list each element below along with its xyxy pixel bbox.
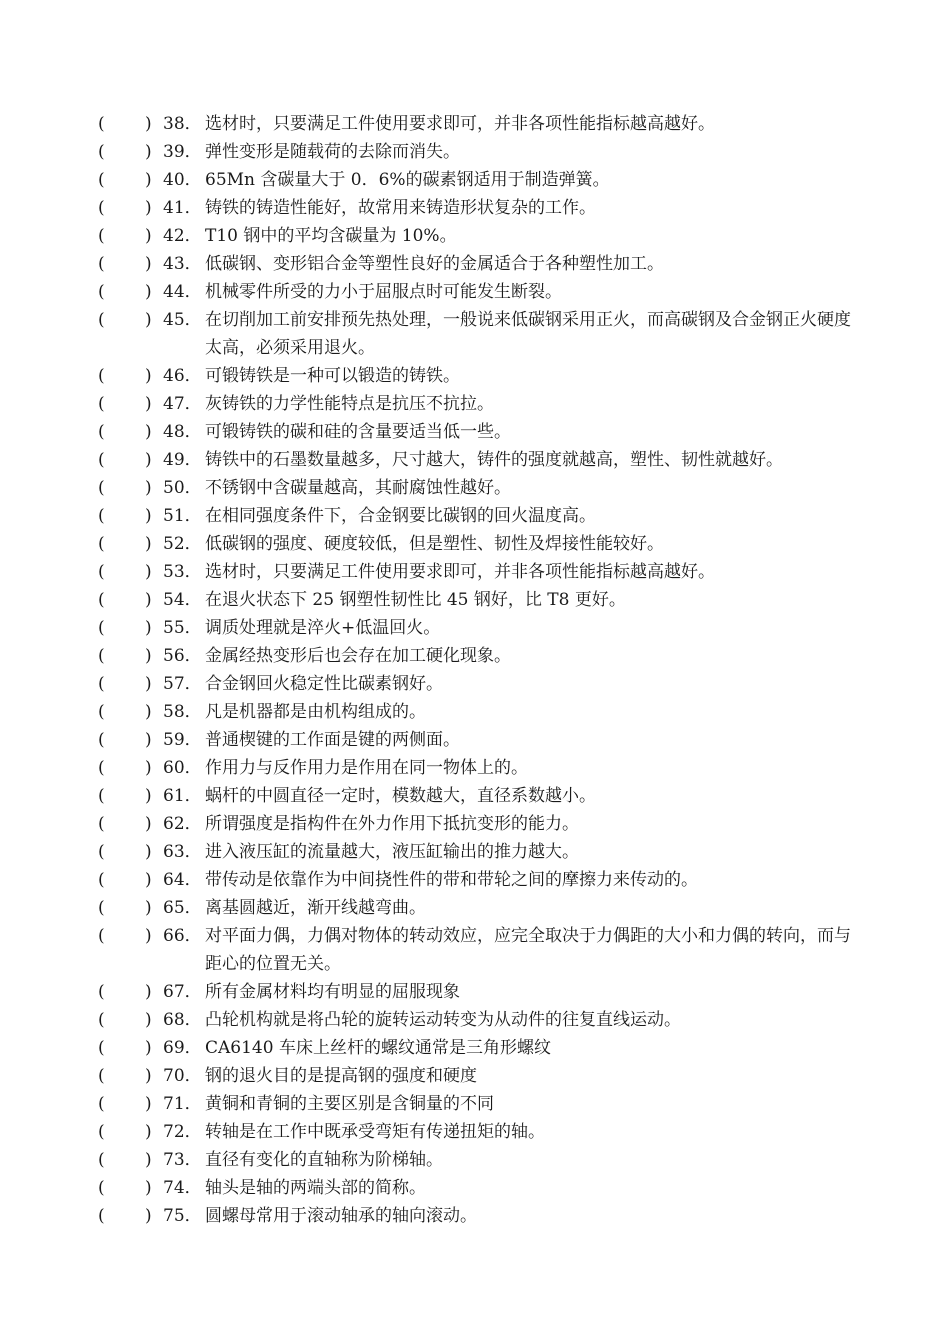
question-item xyxy=(0,614,950,642)
answer-paren-open: ( xyxy=(98,170,105,190)
question-number: 64． xyxy=(163,870,202,890)
answer-paren-close: ) xyxy=(145,1010,152,1030)
question-text: 在退火状态下 25 钢塑性韧性比 45 钢好，比 T8 更好。 xyxy=(205,590,626,610)
answer-paren-open: ( xyxy=(98,534,105,554)
answer-paren-close: ) xyxy=(145,282,152,302)
question-text: 所谓强度是指构件在外力作用下抵抗变形的能力。 xyxy=(205,814,579,834)
answer-paren-open: ( xyxy=(98,842,105,862)
question-item xyxy=(0,306,950,362)
question-item xyxy=(0,642,950,670)
answer-paren-open: ( xyxy=(98,730,105,750)
question-item xyxy=(0,362,950,390)
question-number: 52． xyxy=(163,534,202,554)
question-number: 67． xyxy=(163,982,202,1002)
question-item xyxy=(0,502,950,530)
answer-paren-close: ) xyxy=(145,142,152,162)
question-item xyxy=(0,586,950,614)
question-item xyxy=(0,1090,950,1118)
question-text: 不锈钢中含碳量越高，其耐腐蚀性越好。 xyxy=(205,478,511,498)
answer-paren-open: ( xyxy=(98,254,105,274)
question-number: 71． xyxy=(163,1094,202,1114)
question-item xyxy=(0,838,950,866)
answer-paren-open: ( xyxy=(98,226,105,246)
question-number: 57． xyxy=(163,674,202,694)
answer-paren-close: ) xyxy=(145,898,152,918)
answer-paren-close: ) xyxy=(145,1150,152,1170)
question-item xyxy=(0,922,950,978)
question-text: 灰铸铁的力学性能特点是抗压不抗拉。 xyxy=(205,394,494,414)
question-text: 直径有变化的直轴称为阶梯轴。 xyxy=(205,1150,443,1170)
answer-paren-open: ( xyxy=(98,1122,105,1142)
answer-paren-open: ( xyxy=(98,814,105,834)
question-text: CA6140 车床上丝杆的螺纹通常是三角形螺纹 xyxy=(205,1038,551,1058)
question-number: 48． xyxy=(163,422,202,442)
question-number: 73． xyxy=(163,1150,202,1170)
answer-paren-open: ( xyxy=(98,310,105,330)
answer-paren-close: ) xyxy=(145,366,152,386)
question-text: 钢的退火目的是提高钢的强度和硬度 xyxy=(205,1066,477,1086)
question-item xyxy=(0,1006,950,1034)
answer-paren-close: ) xyxy=(145,674,152,694)
question-text: 合金钢回火稳定性比碳素钢好。 xyxy=(205,674,443,694)
question-number: 55． xyxy=(163,618,202,638)
answer-paren-open: ( xyxy=(98,394,105,414)
question-number: 46． xyxy=(163,366,202,386)
question-number: 74． xyxy=(163,1178,202,1198)
question-item xyxy=(0,670,950,698)
question-number: 43． xyxy=(163,254,202,274)
question-item xyxy=(0,390,950,418)
question-text: 黄铜和青铜的主要区别是含铜量的不同 xyxy=(205,1094,494,1114)
answer-paren-close: ) xyxy=(145,1178,152,1198)
answer-paren-open: ( xyxy=(98,982,105,1002)
question-item xyxy=(0,698,950,726)
answer-paren-close: ) xyxy=(145,618,152,638)
question-number: 45． xyxy=(163,310,202,330)
question-number: 66． xyxy=(163,926,202,946)
answer-paren-close: ) xyxy=(145,170,152,190)
answer-paren-open: ( xyxy=(98,1178,105,1198)
answer-paren-open: ( xyxy=(98,758,105,778)
question-item xyxy=(0,1146,950,1174)
answer-paren-open: ( xyxy=(98,1038,105,1058)
answer-paren-close: ) xyxy=(145,926,152,946)
question-item xyxy=(0,278,950,306)
question-number: 51． xyxy=(163,506,202,526)
answer-paren-open: ( xyxy=(98,450,105,470)
question-text: 转轴是在工作中既承受弯矩有传递扭矩的轴。 xyxy=(205,1122,545,1142)
question-text: 65Mn 含碳量大于 0．6%的碳素钢适用于制造弹簧。 xyxy=(205,170,610,190)
question-item xyxy=(0,810,950,838)
question-text: 低碳钢、变形铝合金等塑性良好的金属适合于各种塑性加工。 xyxy=(205,254,664,274)
question-text: 选材时，只要满足工件使用要求即可，并非各项性能指标越高越好。 xyxy=(205,562,715,582)
question-text: 铸铁的铸造性能好，故常用来铸造形状复杂的工作。 xyxy=(205,198,596,218)
question-number: 68． xyxy=(163,1010,202,1030)
question-number: 38． xyxy=(163,114,202,134)
answer-paren-open: ( xyxy=(98,786,105,806)
answer-paren-open: ( xyxy=(98,562,105,582)
answer-paren-close: ) xyxy=(145,1122,152,1142)
question-item xyxy=(0,558,950,586)
answer-paren-close: ) xyxy=(145,1066,152,1086)
answer-paren-open: ( xyxy=(98,898,105,918)
question-list xyxy=(0,110,950,1230)
question-text: 铸铁中的石墨数量越多，尺寸越大，铸件的强度就越高，塑性、韧性就越好。 xyxy=(205,450,783,470)
answer-paren-close: ) xyxy=(145,310,152,330)
question-number: 41． xyxy=(163,198,202,218)
answer-paren-close: ) xyxy=(145,394,152,414)
question-number: 47． xyxy=(163,394,202,414)
question-number: 56． xyxy=(163,646,202,666)
question-number: 53． xyxy=(163,562,202,582)
question-item xyxy=(0,726,950,754)
answer-paren-open: ( xyxy=(98,926,105,946)
question-text: 轴头是轴的两端头部的简称。 xyxy=(205,1178,426,1198)
question-text: 普通楔键的工作面是键的两侧面。 xyxy=(205,730,460,750)
question-number: 60． xyxy=(163,758,202,778)
answer-paren-close: ) xyxy=(145,1094,152,1114)
question-item xyxy=(0,250,950,278)
question-text: 可锻铸铁是一种可以锻造的铸铁。 xyxy=(205,366,460,386)
question-number: 62． xyxy=(163,814,202,834)
question-item xyxy=(0,166,950,194)
question-number: 50． xyxy=(163,478,202,498)
question-item xyxy=(0,1062,950,1090)
question-item xyxy=(0,138,950,166)
question-item xyxy=(0,110,950,138)
question-number: 65． xyxy=(163,898,202,918)
question-text: 对平面力偶，力偶对物体的转动效应，应完全取决于力偶距的大小和力偶的转向，而与距心的位置无关。 xyxy=(205,926,851,974)
question-number: 39． xyxy=(163,142,202,162)
answer-paren-open: ( xyxy=(98,478,105,498)
answer-paren-close: ) xyxy=(145,982,152,1002)
question-number: 54． xyxy=(163,590,202,610)
answer-paren-close: ) xyxy=(145,226,152,246)
answer-paren-open: ( xyxy=(98,1206,105,1226)
question-item xyxy=(0,418,950,446)
question-number: 59． xyxy=(163,730,202,750)
question-number: 42． xyxy=(163,226,202,246)
answer-paren-open: ( xyxy=(98,1094,105,1114)
answer-paren-open: ( xyxy=(98,674,105,694)
answer-paren-open: ( xyxy=(98,646,105,666)
answer-paren-close: ) xyxy=(145,870,152,890)
question-item xyxy=(0,1174,950,1202)
answer-paren-close: ) xyxy=(145,450,152,470)
question-text: 进入液压缸的流量越大，液压缸输出的推力越大。 xyxy=(205,842,579,862)
answer-paren-close: ) xyxy=(145,114,152,134)
question-item xyxy=(0,1118,950,1146)
answer-paren-open: ( xyxy=(98,1066,105,1086)
question-number: 61． xyxy=(163,786,202,806)
answer-paren-close: ) xyxy=(145,254,152,274)
answer-paren-close: ) xyxy=(145,786,152,806)
question-text: 圆螺母常用于滚动轴承的轴向滚动。 xyxy=(205,1206,477,1226)
question-item xyxy=(0,894,950,922)
question-number: 70． xyxy=(163,1066,202,1086)
answer-paren-close: ) xyxy=(145,562,152,582)
question-number: 75． xyxy=(163,1206,202,1226)
answer-paren-close: ) xyxy=(145,730,152,750)
answer-paren-close: ) xyxy=(145,814,152,834)
answer-paren-open: ( xyxy=(98,1010,105,1030)
answer-paren-open: ( xyxy=(98,618,105,638)
question-text: 金属经热变形后也会存在加工硬化现象。 xyxy=(205,646,511,666)
question-number: 40． xyxy=(163,170,202,190)
question-item xyxy=(0,194,950,222)
question-item xyxy=(0,1034,950,1062)
answer-paren-close: ) xyxy=(145,758,152,778)
question-text: 弹性变形是随载荷的去除而消失。 xyxy=(205,142,460,162)
answer-paren-close: ) xyxy=(145,702,152,722)
answer-paren-open: ( xyxy=(98,702,105,722)
answer-paren-open: ( xyxy=(98,114,105,134)
question-number: 49． xyxy=(163,450,202,470)
question-text: 在切削加工前安排预先热处理，一般说来低碳钢采用正火，而高碳钢及合金钢正火硬度太高，必须采用退火。 xyxy=(205,310,851,358)
question-text: 调质处理就是淬火+低温回火。 xyxy=(205,618,441,638)
answer-paren-close: ) xyxy=(145,506,152,526)
answer-paren-close: ) xyxy=(145,422,152,442)
question-item xyxy=(0,978,950,1006)
question-text: 带传动是依靠作为中间挠性件的带和带轮之间的摩擦力来传动的。 xyxy=(205,870,698,890)
question-number: 44． xyxy=(163,282,202,302)
question-number: 58． xyxy=(163,702,202,722)
question-text: 选材时，只要满足工件使用要求即可，并非各项性能指标越高越好。 xyxy=(205,114,715,134)
answer-paren-open: ( xyxy=(98,870,105,890)
question-text: 作用力与反作用力是作用在同一物体上的。 xyxy=(205,758,528,778)
question-text: 凡是机器都是由机构组成的。 xyxy=(205,702,426,722)
question-item xyxy=(0,782,950,810)
answer-paren-close: ) xyxy=(145,198,152,218)
answer-paren-open: ( xyxy=(98,142,105,162)
question-text: 凸轮机构就是将凸轮的旋转运动转变为从动件的往复直线运动。 xyxy=(205,1010,681,1030)
answer-paren-open: ( xyxy=(98,590,105,610)
question-number: 72． xyxy=(163,1122,202,1142)
question-text: 蜗杆的中圆直径一定时，模数越大，直径系数越小。 xyxy=(205,786,596,806)
question-text: 可锻铸铁的碳和硅的含量要适当低一些。 xyxy=(205,422,511,442)
answer-paren-close: ) xyxy=(145,1038,152,1058)
answer-paren-close: ) xyxy=(145,478,152,498)
question-item xyxy=(0,222,950,250)
answer-paren-close: ) xyxy=(145,842,152,862)
answer-paren-close: ) xyxy=(145,1206,152,1226)
answer-paren-open: ( xyxy=(98,198,105,218)
answer-paren-close: ) xyxy=(145,590,152,610)
question-text: 离基圆越近，渐开线越弯曲。 xyxy=(205,898,426,918)
question-item xyxy=(0,474,950,502)
answer-paren-open: ( xyxy=(98,506,105,526)
question-item xyxy=(0,530,950,558)
answer-paren-open: ( xyxy=(98,366,105,386)
question-item xyxy=(0,866,950,894)
question-number: 69． xyxy=(163,1038,202,1058)
question-item xyxy=(0,1202,950,1230)
question-text: T10 钢中的平均含碳量为 10%。 xyxy=(205,226,457,246)
question-text: 在相同强度条件下，合金钢要比碳钢的回火温度高。 xyxy=(205,506,596,526)
answer-paren-close: ) xyxy=(145,646,152,666)
question-text: 低碳钢的强度、硬度较低，但是塑性、韧性及焊接性能较好。 xyxy=(205,534,664,554)
question-text: 机械零件所受的力小于屈服点时可能发生断裂。 xyxy=(205,282,562,302)
answer-paren-open: ( xyxy=(98,422,105,442)
answer-paren-open: ( xyxy=(98,1150,105,1170)
question-item xyxy=(0,754,950,782)
answer-paren-open: ( xyxy=(98,282,105,302)
question-text: 所有金属材料均有明显的屈服现象 xyxy=(205,982,460,1002)
question-number: 63． xyxy=(163,842,202,862)
question-item xyxy=(0,446,950,474)
answer-paren-close: ) xyxy=(145,534,152,554)
